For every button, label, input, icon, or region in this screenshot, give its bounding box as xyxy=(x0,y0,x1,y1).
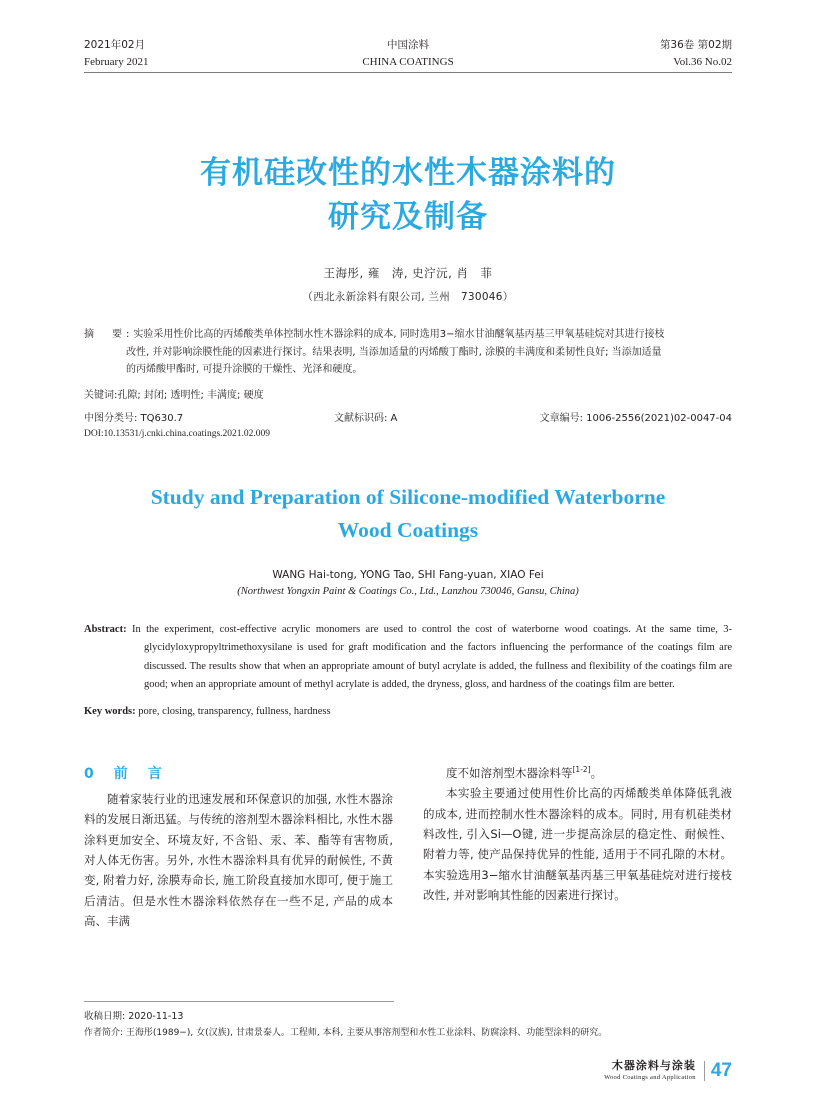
page-footer-section-en: Wood Coatings and Application xyxy=(604,1074,696,1081)
keywords-en-text: pore, closing, transparency, fullness, hardness xyxy=(138,705,331,717)
authors-en: WANG Hai-tong, YONG Tao, SHI Fang-yuan, XIAO Fei xyxy=(272,569,544,582)
citation-ref: [1-2] xyxy=(572,764,591,774)
abstract-en-paragraph xyxy=(84,621,732,693)
running-head-date-cn: 2021年02月 xyxy=(84,39,146,51)
abstract-cn-line-3: 的丙烯酸甲酯时, 可提升涂膜的干燥性、光泽和硬度。 xyxy=(126,364,363,376)
abstract-en-text: In the experiment, cost-effective acrylic monomers are used to control the cost of waterborne wood coatings. At the same time, 3-glycidyloxypropyltrimethoxysilane is used for graft modification and the factors influencing the performance of the coatings film are discussed. The results show that when an appropriate amount of butyl acrylate is added, the fullness and flexibility of the coatings film are good; when an appropriate amount of methyl acrylate is added, the dryness, gloss, and hardness of the coatings film are better. xyxy=(131,624,733,690)
page-footer xyxy=(604,1057,732,1081)
title-cn-line-2: 研究及制备 xyxy=(328,199,488,236)
running-head-journal-en: CHINA COATINGS xyxy=(362,55,454,68)
body-paragraph-2-post: 。 xyxy=(590,765,603,780)
title-cn-line-1: 有机硅改性的水性木器涂料的 xyxy=(200,155,616,192)
body-paragraph-1: 随着家装行业的迅速发展和环保意识的加强, 水性木器涂料的发展日渐迅猛。与传统的溶剂型木器涂料相比, 水性木器涂料更加安全、环境友好, 不含铅、汞、苯、酯等有害物质, 对人体无伤害。另外, 水性木器涂料具有优异的耐候性, 不黄变, 附着力好, 涂膜寿命长, 施工阶段直接加水即可, 便于施工后清洁。但是水性木器涂料依然存在一些不足, 产品的成本高、丰满 xyxy=(84,791,393,929)
footnote-divider xyxy=(84,1001,394,1002)
abstract-cn-line-1 xyxy=(84,326,732,344)
doi: DOI:10.13531/j.cnki.china.coatings.2021.02.009 xyxy=(84,428,271,439)
affiliation-cn: （西北永新涂料有限公司, 兰州 730046） xyxy=(302,291,514,304)
title-en-line-1: Study and Preparation of Silicone-modified Waterborne xyxy=(150,484,666,509)
body-column-left xyxy=(84,763,393,932)
keywords-cn xyxy=(84,387,732,404)
page-footer-section-cn: 木器涂料与涂装 xyxy=(611,1059,696,1072)
body-paragraph-2 xyxy=(423,763,732,783)
article-metadata xyxy=(84,410,732,427)
authors-cn: 王海彤, 雍 涛, 史泞沅, 肖 菲 xyxy=(323,266,493,281)
received-date: 收稿日期: 2020-11-13 xyxy=(84,1010,184,1022)
keywords-cn-text: 孔隙; 封闭; 透明性; 丰满度; 硬度 xyxy=(117,389,264,401)
author-biography: 作者简介: 王海彤(1989−), 女(汉族), 甘肃景泰人。工程师, 本科, 主要从事溶剂型和水性工业涂料、防腐涂料、功能型涂料的研究。 xyxy=(84,1027,608,1038)
affiliation-en: (Northwest Yongxin Paint & Coatings Co., Ltd., Lanzhou 730046, Gansu, China) xyxy=(237,586,579,598)
keywords-cn-label: 关键词: xyxy=(84,389,118,401)
running-head-divider xyxy=(84,72,732,73)
abstract-cn-label: 摘 要: xyxy=(84,329,134,341)
page-number: 47 xyxy=(704,1061,732,1081)
footnotes xyxy=(84,1001,732,1041)
keywords-en-label: Key words: xyxy=(84,705,136,717)
running-head-volume-en: Vol.36 No.02 xyxy=(673,55,732,68)
body-paragraph-3: 本实验主要通过使用性价比高的丙烯酸类单体降低乳液的成本, 进而控制水性木器涂料的成本。同时, 用有机硅类材料改性, 引入Si—O键, 进一步提高涂层的稳定性、耐候性、附着力等, 使产品保持优异的性能, 适用于不同孔隙的木材。本实验选用3−缩水甘油醚氧基丙基三甲氧基硅烷对进行接枝改性, 并对影响其性能的因素进行探讨。 xyxy=(423,786,732,903)
abstract-cn-text-1: 实验采用性价比高的丙烯酸类单体控制水性木器涂料的成本, 同时选用3−缩水甘油醚氧基丙基三甲氧基硅烷对其进行接枝 xyxy=(133,329,665,341)
page-title-cn xyxy=(84,151,732,239)
keywords-en xyxy=(84,706,732,717)
abstract-en-label: Abstract: xyxy=(84,624,127,636)
section-heading-introduction: 0 前 言 xyxy=(84,765,165,782)
body-columns xyxy=(84,763,732,932)
abstract-en xyxy=(84,621,732,693)
running-head-volume-cn: 第36卷 第02期 xyxy=(659,39,732,51)
page-title-en xyxy=(84,481,732,548)
clc-number: 中图分类号: TQ630.7 xyxy=(84,412,184,424)
body-column-right xyxy=(423,763,732,932)
running-head-date-en: February 2021 xyxy=(84,55,149,68)
document-code: 文献标识码: A xyxy=(334,412,398,424)
abstract-cn xyxy=(84,326,732,379)
running-head-en-row xyxy=(84,54,732,71)
page-footer-section xyxy=(604,1057,696,1081)
title-en-line-2: Wood Coatings xyxy=(337,518,479,543)
running-head-cn-row xyxy=(84,38,732,54)
article-id: 文章编号: 1006-2556(2021)02-0047-04 xyxy=(539,412,732,424)
body-paragraph-2-pre: 度不如溶剂型木器涂料等 xyxy=(446,765,573,780)
running-head xyxy=(84,0,732,73)
abstract-cn-line-2: 改性, 并对影响涂膜性能的因素进行探讨。结果表明, 当添加适量的丙烯酸丁酯时, 涂膜的丰满度和柔韧性良好; 当添加适量 xyxy=(126,346,662,358)
running-head-journal-cn: 中国涂料 xyxy=(387,39,429,51)
